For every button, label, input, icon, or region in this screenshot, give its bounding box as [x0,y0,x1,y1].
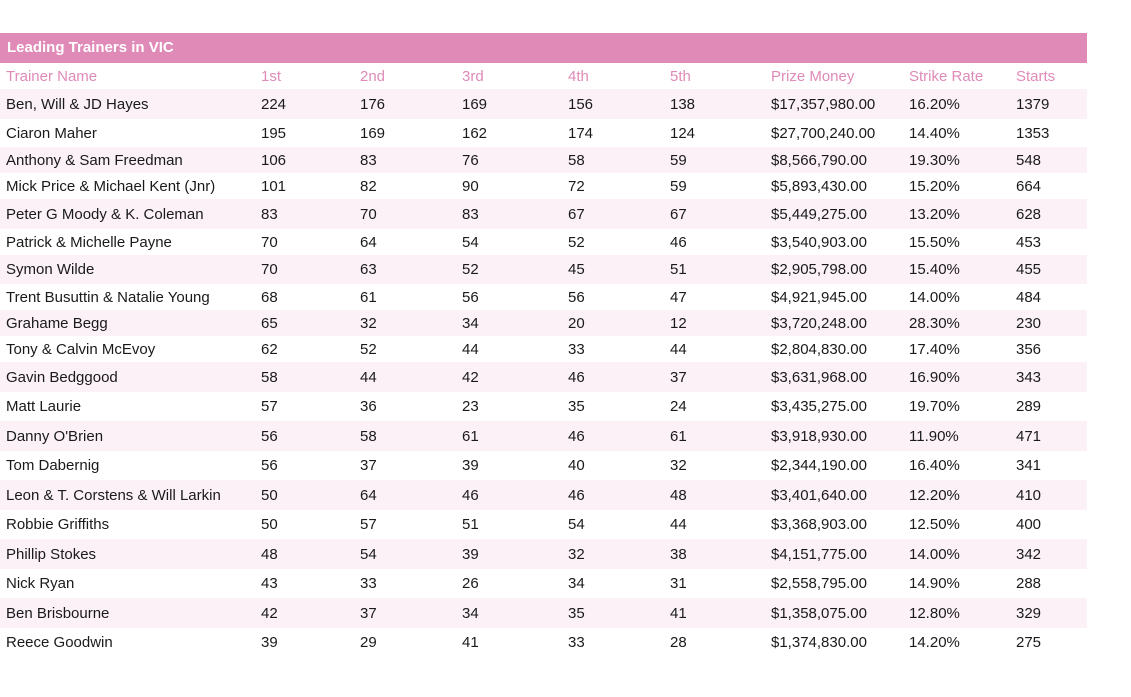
fifth-cell: 51 [670,261,687,278]
table-row [0,147,1087,173]
second-cell: 58 [360,427,377,445]
third-cell: 34 [462,314,479,332]
strike-rate-cell: 17.40% [909,340,960,358]
third-cell: 54 [462,233,479,251]
first-cell: 43 [261,575,278,592]
strike-rate-cell: 12.80% [909,604,960,622]
column-header-prize-money: Prize Money [771,67,855,85]
second-cell: 54 [360,545,377,563]
prize-money-cell: $3,631,968.00 [771,368,867,386]
column-header-1st: 1st [261,67,282,85]
table-row [0,392,1087,421]
starts-cell: 343 [1016,368,1042,386]
trainer-name-cell: Leon & T. Corstens & Will Larkin [6,486,221,504]
strike-rate-cell: 15.20% [909,177,960,195]
starts-cell: 548 [1016,151,1042,169]
second-cell: 176 [360,95,386,113]
first-cell: 68 [261,288,278,306]
fifth-cell: 48 [670,486,687,504]
column-header-5th: 5th [670,67,691,85]
second-cell: 37 [360,604,377,622]
column-header-strike-rate: Strike Rate [909,67,984,85]
prize-money-cell: $3,435,275.00 [771,398,867,415]
first-cell: 195 [261,124,287,142]
trainer-name-cell: Mick Price & Michael Kent (Jnr) [6,177,216,195]
prize-money-cell: $3,918,930.00 [771,427,867,445]
starts-cell: 1379 [1016,95,1050,113]
trainer-name-cell: Ciaron Maher [6,124,97,142]
table-row [0,362,1087,392]
first-cell: 50 [261,516,278,533]
trainer-name-cell: Tony & Calvin McEvoy [6,340,156,358]
fifth-cell: 61 [670,427,687,445]
third-cell: 90 [462,177,479,195]
prize-money-cell: $3,401,640.00 [771,486,867,504]
fourth-cell: 40 [568,457,585,474]
fifth-cell: 44 [670,516,687,533]
first-cell: 56 [261,427,278,445]
table-row [0,510,1087,539]
table-row [0,451,1087,480]
strike-rate-cell: 14.90% [909,575,960,592]
first-cell: 70 [261,233,278,251]
table-row [0,569,1087,598]
fifth-cell: 59 [670,177,687,195]
strike-rate-cell: 16.40% [909,457,960,474]
trainer-name-cell: Anthony & Sam Freedman [6,151,183,169]
prize-money-cell: $3,720,248.00 [771,314,867,332]
trainer-name-cell: Symon Wilde [6,261,95,278]
strike-rate-cell: 14.00% [909,545,960,563]
prize-money-cell: $2,558,795.00 [771,575,867,592]
table-row [0,255,1087,284]
starts-cell: 664 [1016,177,1042,195]
third-cell: 44 [462,340,479,358]
trainer-name-cell: Danny O'Brien [6,427,104,445]
table-row [0,598,1087,628]
second-cell: 63 [360,261,377,278]
third-cell: 162 [462,124,488,142]
trainer-name-cell: Reece Goodwin [6,634,113,651]
strike-rate-cell: 13.20% [909,205,960,223]
third-cell: 42 [462,368,479,386]
strike-rate-cell: 16.90% [909,368,960,386]
fifth-cell: 37 [670,368,687,386]
second-cell: 64 [360,486,377,504]
prize-money-cell: $5,449,275.00 [771,205,867,223]
fifth-cell: 67 [670,205,687,223]
third-cell: 39 [462,457,479,474]
first-cell: 48 [261,545,278,563]
second-cell: 83 [360,151,377,169]
second-cell: 70 [360,205,377,223]
fifth-cell: 12 [670,314,687,332]
fourth-cell: 58 [568,151,585,169]
table-row [0,89,1087,119]
second-cell: 36 [360,398,377,415]
fourth-cell: 46 [568,368,585,386]
table-row [0,310,1087,336]
trainers-table [0,63,1087,657]
third-cell: 83 [462,205,479,223]
starts-cell: 289 [1016,398,1042,415]
second-cell: 44 [360,368,377,386]
trainer-name-cell: Robbie Griffiths [6,516,110,533]
trainer-name-cell: Gavin Bedggood [6,368,118,386]
second-cell: 33 [360,575,377,592]
fifth-cell: 138 [670,95,696,113]
prize-money-cell: $8,566,790.00 [771,151,867,169]
prize-money-cell: $4,921,945.00 [771,288,867,306]
first-cell: 101 [261,177,287,195]
starts-cell: 484 [1016,288,1042,306]
trainer-name-cell: Nick Ryan [6,575,75,592]
table-row [0,199,1087,229]
fourth-cell: 56 [568,288,585,306]
fifth-cell: 24 [670,398,687,415]
fourth-cell: 32 [568,545,585,563]
column-header-4th: 4th [568,67,589,85]
third-cell: 52 [462,261,479,278]
trainer-name-cell: Patrick & Michelle Payne [6,233,172,251]
trainer-name-cell: Matt Laurie [6,398,82,415]
first-cell: 62 [261,340,278,358]
fourth-cell: 34 [568,575,585,592]
prize-money-cell: $3,540,903.00 [771,233,867,251]
second-cell: 82 [360,177,377,195]
starts-cell: 471 [1016,427,1042,445]
starts-cell: 356 [1016,340,1042,358]
trainer-name-cell: Ben, Will & JD Hayes [6,95,149,113]
fourth-cell: 174 [568,124,594,142]
trainer-name-cell: Trent Busuttin & Natalie Young [6,288,210,306]
second-cell: 29 [360,634,377,651]
first-cell: 224 [261,95,287,113]
starts-cell: 230 [1016,314,1042,332]
fifth-cell: 59 [670,151,687,169]
column-header-trainer-name: Trainer Name [6,67,98,85]
prize-money-cell: $3,368,903.00 [771,516,867,533]
first-cell: 70 [261,261,278,278]
strike-rate-cell: 14.00% [909,288,960,306]
fifth-cell: 47 [670,288,687,306]
fourth-cell: 46 [568,427,585,445]
prize-money-cell: $2,344,190.00 [771,457,867,474]
starts-cell: 455 [1016,261,1042,278]
strike-rate-cell: 11.90% [909,427,959,445]
starts-cell: 341 [1016,457,1042,474]
first-cell: 65 [261,314,278,332]
fourth-cell: 54 [568,516,585,533]
starts-cell: 329 [1016,604,1042,622]
starts-cell: 275 [1016,634,1042,651]
third-cell: 56 [462,288,479,306]
fifth-cell: 28 [670,634,687,651]
starts-cell: 400 [1016,516,1042,533]
prize-money-cell: $17,357,980.00 [771,95,876,113]
fifth-cell: 44 [670,340,687,358]
second-cell: 37 [360,457,377,474]
strike-rate-cell: 14.40% [909,124,960,142]
second-cell: 32 [360,314,377,332]
strike-rate-cell: 15.50% [909,233,960,251]
table-body [0,89,1087,657]
fourth-cell: 33 [568,634,585,651]
fourth-cell: 52 [568,233,585,251]
fourth-cell: 156 [568,95,594,113]
third-cell: 169 [462,95,488,113]
starts-cell: 342 [1016,545,1042,563]
third-cell: 46 [462,486,479,504]
table-row [0,539,1087,569]
prize-money-cell: $2,905,798.00 [771,261,867,278]
table-row [0,284,1087,310]
fourth-cell: 67 [568,205,585,223]
table-row [0,229,1087,255]
fourth-cell: 20 [568,314,585,332]
fourth-cell: 46 [568,486,585,504]
prize-money-cell: $27,700,240.00 [771,124,876,142]
second-cell: 57 [360,516,377,533]
table-title: Leading Trainers in VIC [0,33,1087,63]
first-cell: 56 [261,457,278,474]
prize-money-cell: $1,358,075.00 [771,604,867,622]
trainer-name-cell: Ben Brisbourne [6,604,110,622]
trainer-name-cell: Phillip Stokes [6,545,97,563]
strike-rate-cell: 12.20% [909,486,960,504]
first-cell: 83 [261,205,278,223]
strike-rate-cell: 15.40% [909,261,960,278]
starts-cell: 1353 [1016,124,1050,142]
table-row [0,421,1087,451]
fourth-cell: 72 [568,177,585,195]
strike-rate-cell: 16.20% [909,95,960,113]
table-row [0,628,1087,657]
starts-cell: 453 [1016,233,1042,251]
strike-rate-cell: 19.30% [909,151,960,169]
fourth-cell: 35 [568,604,585,622]
header-row [0,63,1087,89]
trainer-name-cell: Peter G Moody & K. Coleman [6,205,204,223]
fifth-cell: 38 [670,545,687,563]
strike-rate-cell: 14.20% [909,634,960,651]
third-cell: 61 [462,427,479,445]
fifth-cell: 32 [670,457,687,474]
column-header-3rd: 3rd [462,67,484,85]
strike-rate-cell: 19.70% [909,398,960,415]
leading-trainers-table-panel [0,33,1087,657]
second-cell: 61 [360,288,377,306]
strike-rate-cell: 28.30% [909,314,960,332]
fifth-cell: 46 [670,233,687,251]
fifth-cell: 124 [670,124,696,142]
prize-money-cell: $4,151,775.00 [771,545,867,563]
first-cell: 57 [261,398,278,415]
fifth-cell: 31 [670,575,687,592]
starts-cell: 288 [1016,575,1042,592]
first-cell: 50 [261,486,278,504]
fourth-cell: 33 [568,340,585,358]
third-cell: 34 [462,604,479,622]
third-cell: 41 [462,634,479,651]
column-header-2nd: 2nd [360,67,386,85]
starts-cell: 628 [1016,205,1042,223]
first-cell: 42 [261,604,278,622]
prize-money-cell: $2,804,830.00 [771,340,867,358]
trainer-name-cell: Grahame Begg [6,314,108,332]
starts-cell: 410 [1016,486,1042,504]
strike-rate-cell: 12.50% [909,516,960,533]
table-row [0,119,1087,147]
fifth-cell: 41 [670,604,687,622]
fourth-cell: 35 [568,398,585,415]
third-cell: 23 [462,398,479,415]
third-cell: 26 [462,575,479,592]
second-cell: 52 [360,340,377,358]
second-cell: 169 [360,124,386,142]
first-cell: 39 [261,634,278,651]
table-row [0,336,1087,362]
third-cell: 76 [462,151,479,169]
third-cell: 51 [462,516,479,533]
table-row [0,480,1087,510]
fourth-cell: 45 [568,261,585,278]
third-cell: 39 [462,545,479,563]
first-cell: 106 [261,151,287,169]
prize-money-cell: $1,374,830.00 [771,634,867,651]
trainer-name-cell: Tom Dabernig [6,457,100,474]
second-cell: 64 [360,233,377,251]
column-header-starts: Starts [1016,67,1056,85]
table-row [0,173,1087,199]
prize-money-cell: $5,893,430.00 [771,177,867,195]
first-cell: 58 [261,368,278,386]
